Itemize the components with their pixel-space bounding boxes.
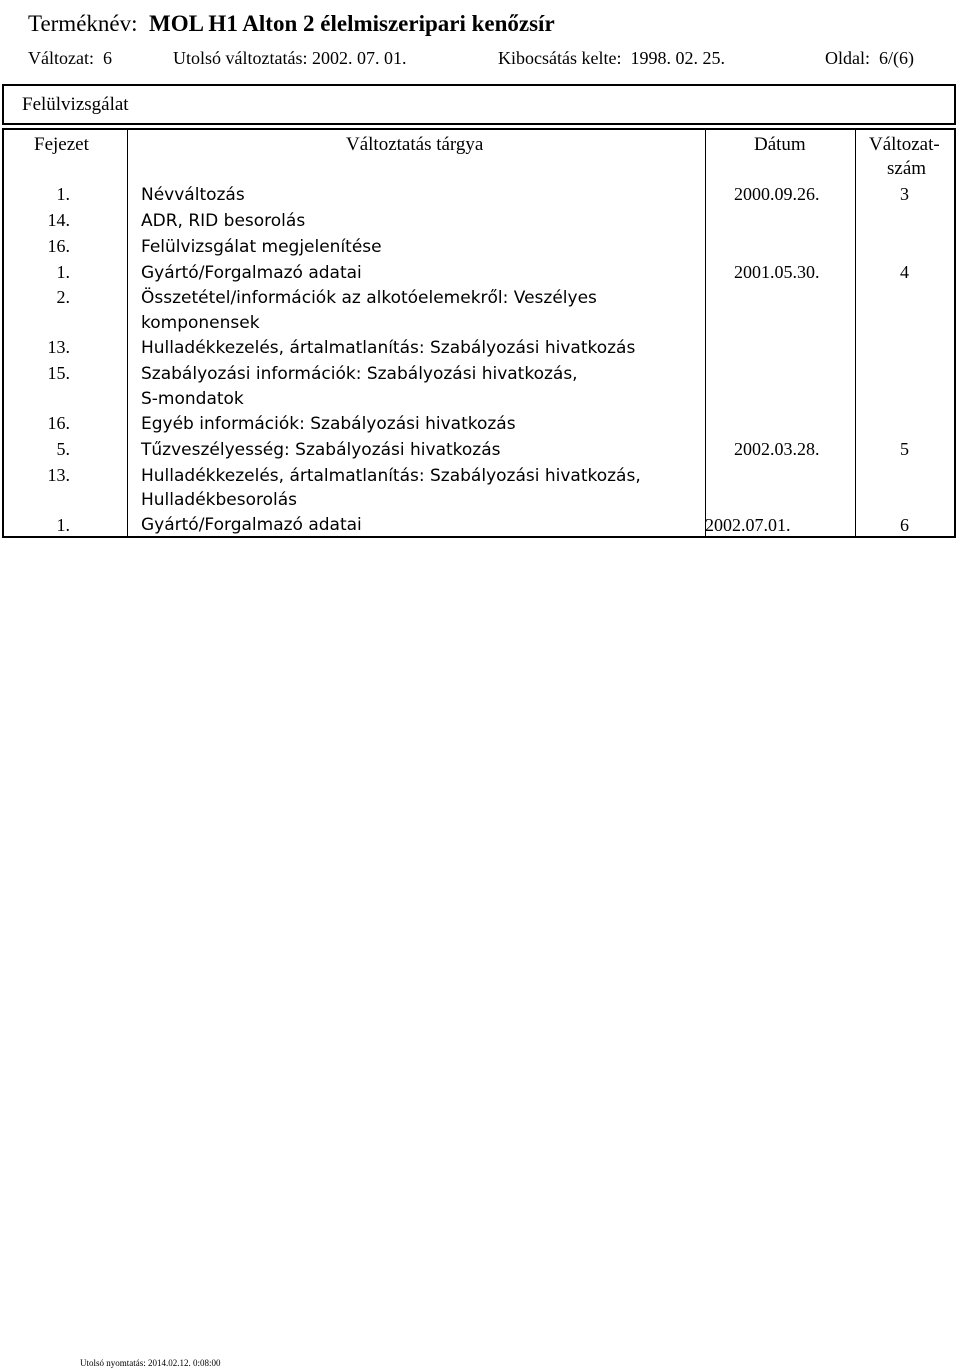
row-subject: Gyártó/Forgalmazó adatai [141, 515, 362, 535]
row-subject: Hulladékkezelés, ártalmatlanítás: Szabályozási hivatkozás [141, 338, 636, 358]
product-label: Terméknév: [28, 11, 138, 36]
issue-label: Kibocsátás kelte: [498, 48, 622, 68]
row-subject: ADR, RID besorolás [141, 211, 306, 231]
row-chapter: 5. [56, 439, 70, 459]
section-title: Felülvizsgálat [22, 94, 129, 115]
row-version: 3 [900, 184, 909, 204]
row-subject: Tűzveszélyesség: Szabályozási hivatkozás [141, 440, 501, 460]
row-chapter: 2. [56, 287, 70, 307]
row-subject: Gyártó/Forgalmazó adatai [141, 263, 362, 283]
issue-info [498, 48, 725, 69]
row-chapter: 16. [47, 236, 70, 256]
review-section-box [2, 84, 956, 125]
header-chapter: Fejezet [34, 134, 89, 155]
page-info [825, 48, 914, 69]
header-date: Dátum [754, 134, 806, 155]
column-divider [855, 128, 856, 538]
row-chapter: 13. [47, 337, 70, 357]
last-change-info [173, 48, 406, 69]
product-title-line [28, 11, 555, 37]
column-divider [705, 128, 706, 538]
row-version: 4 [900, 262, 909, 282]
product-name: MOL H1 Alton 2 élelmiszeripari kenőzsír [149, 11, 555, 36]
row-chapter: 15. [47, 363, 70, 383]
row-chapter: 1. [56, 184, 70, 204]
row-subject-continuation: S-mondatok [141, 389, 244, 409]
row-version: 6 [900, 515, 909, 535]
version-info [28, 48, 112, 69]
last-change-label: Utolsó változtatás: [173, 48, 308, 68]
version-value: 6 [102, 48, 112, 68]
row-date: 2002.03.28. [734, 439, 820, 459]
row-subject: Összetétel/információk az alkotóelemekről: Veszélyes [141, 288, 597, 308]
row-subject: Szabályozási információk: Szabályozási hivatkozás, [141, 364, 578, 384]
last-print-footer: Utolsó nyomtatás: 2014.02.12. 0:08:00 [80, 1358, 221, 1368]
row-subject-continuation: komponensek [141, 313, 260, 333]
row-chapter: 13. [47, 465, 70, 485]
row-version: 5 [900, 439, 909, 459]
row-subject-continuation: Hulladékbesorolás [141, 490, 298, 510]
header-version-line1: Változat- [869, 134, 940, 155]
last-change-value: 2002. 07. 01. [311, 48, 407, 68]
column-divider [127, 128, 128, 538]
row-subject: Felülvizsgálat megjelenítése [141, 237, 382, 257]
row-date: 2000.09.26. [734, 184, 820, 204]
issue-value: 1998. 02. 25. [630, 48, 725, 68]
page-value: 6/(6) [879, 48, 914, 68]
row-chapter: 14. [47, 210, 70, 230]
row-chapter: 16. [47, 413, 70, 433]
header-subject: Változtatás tárgya [346, 134, 484, 155]
row-date: 2001.05.30. [734, 262, 820, 282]
page-label: Oldal: [825, 48, 870, 68]
header-version-line2: szám [887, 158, 927, 179]
version-label: Változat: [28, 48, 94, 68]
row-subject: Egyéb információk: Szabályozási hivatkozás [141, 414, 516, 434]
row-subject: Névváltozás [141, 185, 245, 205]
row-chapter: 1. [56, 262, 70, 282]
row-chapter: 1. [56, 515, 70, 535]
row-date: 2002.07.01. [705, 515, 791, 535]
row-subject: Hulladékkezelés, ártalmatlanítás: Szabályozási hivatkozás, [141, 466, 641, 486]
